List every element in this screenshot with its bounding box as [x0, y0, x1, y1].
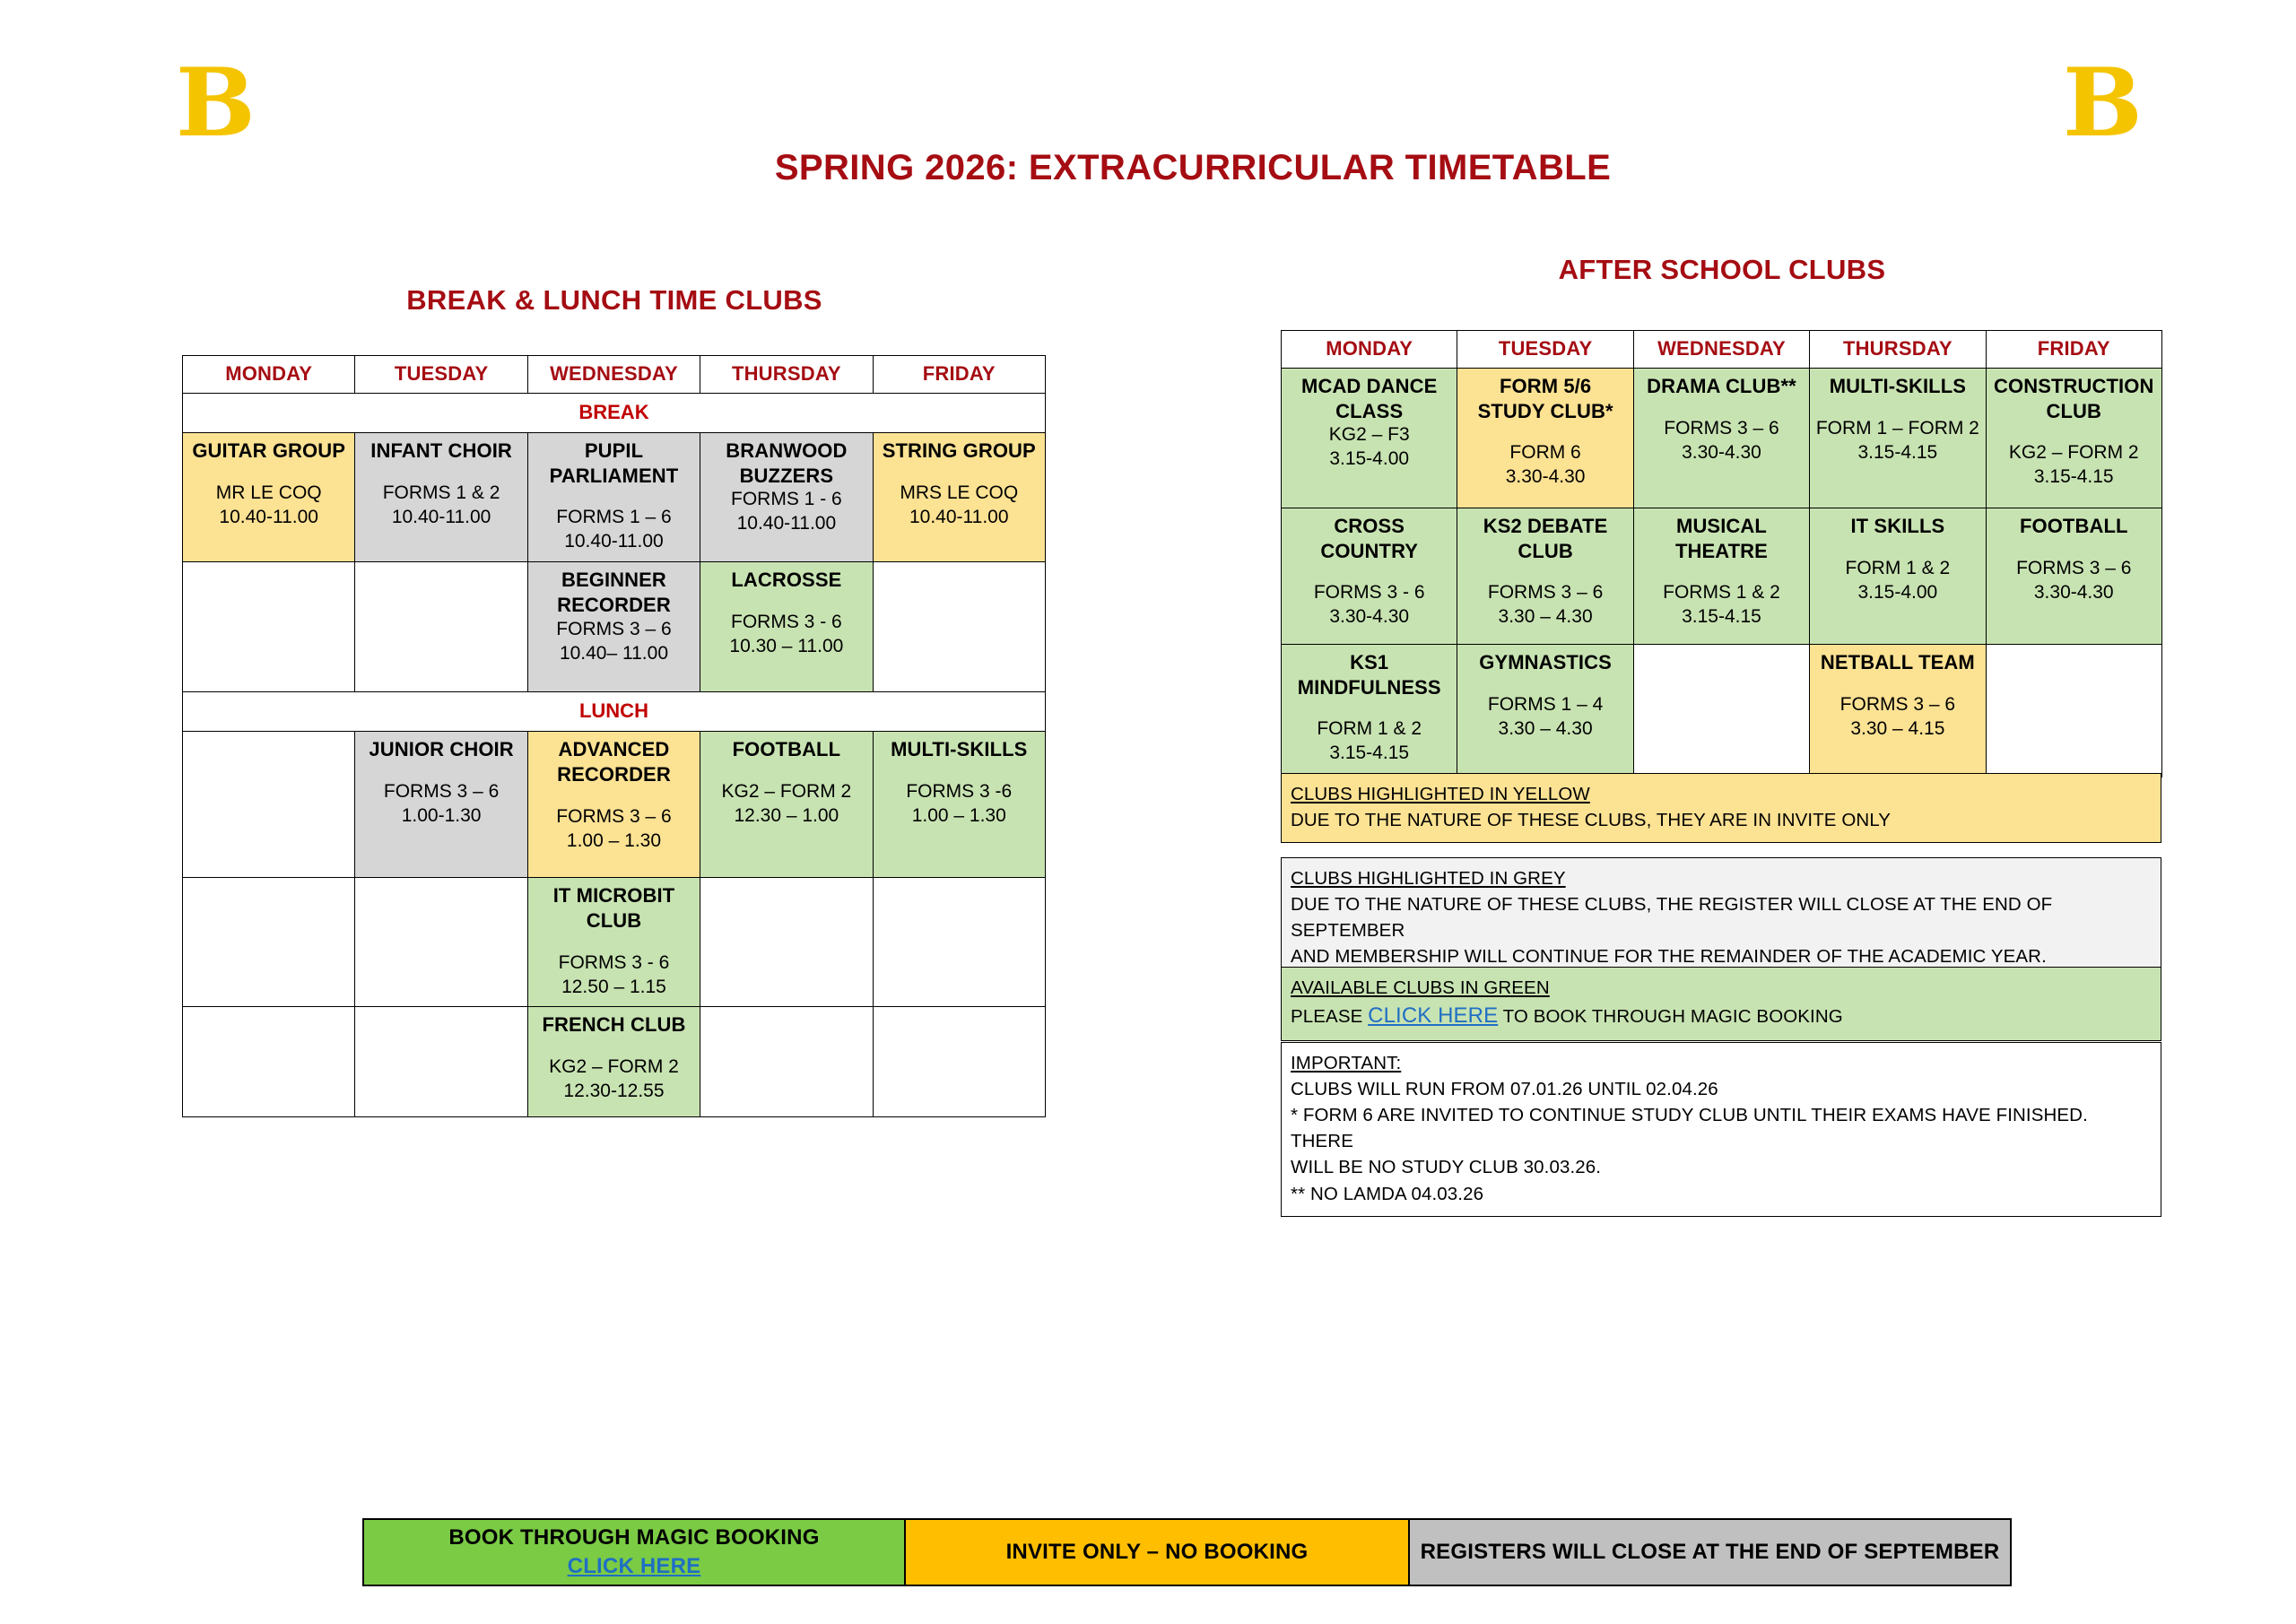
- club-title: CONSTRUCTION CLUB: [1994, 375, 2154, 422]
- club-time: 1.00 – 1.30: [566, 829, 662, 851]
- club-time: 10.40-11.00: [736, 513, 837, 534]
- club-forms: FORMS 3 – 6: [383, 780, 500, 802]
- club-cell-it-microbit-club[interactable]: [527, 878, 700, 1007]
- club-forms: FORMS 3 -6: [906, 780, 1013, 802]
- club-cell-beginner-recorder[interactable]: [527, 562, 700, 692]
- club-time: 3.30 – 4.30: [1498, 717, 1593, 739]
- club-title: GUITAR GROUP: [192, 439, 346, 462]
- club-forms: FORM 1 & 2: [1845, 557, 1951, 578]
- note-grey-body-line-1: DUE TO THE NATURE OF THESE CLUBS, THE REGISTER WILL CLOSE AT THE END OF SEPTEMBER: [1291, 894, 2053, 942]
- club-time: 3.30-4.30: [1505, 466, 1586, 488]
- club-forms: FORM 1 – FORM 2: [1815, 417, 1979, 439]
- club-forms: FORMS 1 - 6: [731, 489, 842, 510]
- lunch-band-label: LUNCH: [183, 692, 1046, 732]
- club-cell-mcad-dance-class[interactable]: [1282, 369, 1457, 508]
- note-grey-cell: [1282, 858, 2161, 979]
- club-cell-empty: [873, 1007, 1045, 1117]
- spacer: [1992, 423, 2156, 441]
- note-important-line-2: * FORM 6 ARE INVITED TO CONTINUE STUDY CLUB UNTIL THEIR EXAMS HAVE FINISHED. THERE: [1291, 1105, 2088, 1152]
- note-green-body: [1291, 1001, 2152, 1031]
- legend-row: [363, 1519, 2011, 1585]
- club-title: BEGINNER RECORDER: [557, 569, 671, 616]
- spacer: [534, 787, 694, 805]
- club-forms: FORMS 3 – 6: [1664, 417, 1779, 439]
- legend-green-label: BOOK THROUGH MAGIC BOOKING: [448, 1525, 820, 1550]
- club-title: IT MICROBIT CLUB: [552, 884, 675, 932]
- club-time: 3.15-4.00: [1329, 448, 1410, 470]
- spacer: [188, 464, 349, 482]
- club-title: ADVANCED RECORDER: [557, 738, 671, 786]
- club-title: KS2 DEBATE CLUB: [1483, 515, 1608, 562]
- club-title: MULTI-SKILLS: [891, 738, 1028, 761]
- club-title: INFANT CHOIR: [370, 439, 512, 462]
- note-green-suffix: TO BOOK THROUGH MAGIC BOOKING: [1498, 1006, 1843, 1028]
- day-header-wednesday: WEDNESDAY: [1633, 331, 1809, 369]
- spacer: [1287, 563, 1451, 581]
- click-here-link-green-note[interactable]: CLICK HERE: [1368, 1003, 1499, 1029]
- table-row: [183, 562, 1046, 692]
- note-yellow-cell: [1282, 774, 2161, 843]
- note-green-heading-line: [1291, 975, 2152, 1001]
- club-cell-football-lunch[interactable]: [700, 732, 873, 878]
- club-cell-lacrosse[interactable]: [700, 562, 873, 692]
- club-cell-empty: [183, 562, 355, 692]
- spacer: [1992, 539, 2156, 557]
- club-time: 10.30 – 11.00: [729, 635, 844, 656]
- note-important-cell: [1282, 1043, 2161, 1217]
- table-row: [183, 433, 1046, 562]
- legend-green-book-through-magic-booking[interactable]: [363, 1519, 905, 1585]
- club-forms: FORMS 1 – 4: [1487, 693, 1604, 715]
- day-header-monday: MONDAY: [183, 356, 355, 394]
- legend-key-bar: [362, 1518, 2012, 1586]
- club-cell-empty: [183, 878, 355, 1007]
- note-yellow-heading-line: [1291, 781, 2152, 807]
- legend-grey-registers-close: [1409, 1519, 2011, 1585]
- club-title: JUNIOR CHOIR: [369, 738, 514, 761]
- club-forms: MRS LE COQ: [900, 482, 1019, 503]
- club-cell-form-5-6-study-club[interactable]: [1457, 369, 1633, 508]
- club-time: 10.40-11.00: [391, 506, 491, 527]
- club-forms: KG2 – FORM 2: [721, 780, 852, 802]
- note-important-line-1: CLUBS WILL RUN FROM 07.01.26 UNTIL 02.04.26: [1291, 1079, 1718, 1100]
- school-logo-left: B: [176, 47, 254, 158]
- club-forms: FORMS 3 - 6: [731, 611, 842, 632]
- spacer: [361, 762, 521, 780]
- club-time: 3.15-4.00: [1857, 581, 1938, 603]
- legend-orange-invite-only: [905, 1519, 1409, 1585]
- club-forms: FORMS 3 – 6: [1487, 582, 1604, 604]
- club-cell-multi-skills-after-school[interactable]: [1810, 369, 1986, 508]
- spacer: [706, 762, 866, 780]
- club-title: GYMNASTICS: [1479, 651, 1612, 673]
- club-forms: FORMS 3 – 6: [2016, 557, 2132, 578]
- club-cell-string-group[interactable]: [873, 433, 1045, 562]
- club-cell-empty: [183, 1007, 355, 1117]
- club-title: MUSICAL THEATRE: [1674, 515, 1768, 562]
- note-block-yellow: [1281, 773, 2161, 843]
- club-forms: FORMS 3 - 6: [558, 951, 670, 973]
- legend-grey-label: REGISTERS WILL CLOSE AT THE END OF SEPTEMBER: [1420, 1540, 2000, 1565]
- spacer: [534, 934, 694, 951]
- club-time: 10.40– 11.00: [559, 642, 668, 664]
- spacer: [1463, 423, 1627, 441]
- page-title: [0, 148, 2296, 188]
- club-forms: FORM 1 & 2: [1317, 718, 1422, 740]
- note-block-important: [1281, 1042, 2161, 1217]
- club-cell-ks2-debate-club[interactable]: [1457, 508, 1633, 645]
- club-cell-branwood-buzzers[interactable]: [700, 433, 873, 562]
- club-time: 3.30 – 4.30: [1498, 606, 1593, 628]
- table-row: [183, 1007, 1046, 1117]
- table-header-row: [183, 356, 1046, 394]
- club-forms: FORMS 1 – 6: [556, 507, 672, 528]
- club-time: 10.40-11.00: [909, 506, 1009, 527]
- club-title: FRENCH CLUB: [542, 1013, 686, 1037]
- day-header-thursday: THURSDAY: [1810, 331, 1986, 369]
- spacer: [361, 464, 521, 482]
- note-important-line-4: ** NO LAMDA 04.03.26: [1291, 1183, 1484, 1204]
- spacer: [1639, 399, 1804, 417]
- club-time: 3.30-4.30: [1682, 441, 1761, 463]
- club-title: FORM 5/6 STUDY CLUB*: [1477, 375, 1613, 422]
- club-forms: FORMS 1 & 2: [1663, 582, 1780, 604]
- spacer: [534, 1038, 694, 1055]
- note-important-heading-line: [1291, 1050, 2152, 1076]
- club-time: 3.30-4.30: [2033, 581, 2114, 603]
- club-title: MCAD DANCE CLASS: [1301, 375, 1438, 422]
- note-grey-heading: CLUBS HIGHLIGHTED IN GREY: [1291, 868, 1566, 889]
- club-cell-empty: [1986, 645, 2161, 777]
- club-time: 3.30 – 4.15: [1850, 717, 1945, 739]
- break-band-label: BREAK: [183, 394, 1046, 433]
- spacer: [1815, 399, 1979, 417]
- spacer: [1815, 539, 1979, 557]
- spacer: [1287, 699, 1451, 717]
- club-forms: FORMS 3 – 6: [556, 805, 672, 827]
- club-forms: FORMS 3 - 6: [1313, 582, 1425, 604]
- club-title: IT SKILLS: [1850, 515, 1945, 537]
- club-title: MULTI-SKILLS: [1829, 375, 1967, 397]
- club-time: 3.30-4.30: [1329, 606, 1410, 628]
- note-yellow-body: DUE TO THE NATURE OF THESE CLUBS, THEY ARE IN INVITE ONLY: [1291, 810, 1892, 831]
- club-title: NETBALL TEAM: [1820, 651, 1975, 673]
- club-cell-empty: [355, 562, 527, 692]
- club-title: CROSS COUNTRY: [1320, 515, 1419, 562]
- spacer: [534, 488, 694, 506]
- club-title: PUPIL PARLIAMENT: [549, 439, 679, 487]
- club-time: 1.00 – 1.30: [911, 804, 1006, 826]
- club-forms: KG2 – FORM 2: [2008, 442, 2139, 464]
- break-lunch-section-heading: BREAK & LUNCH TIME CLUBS: [406, 284, 822, 316]
- club-time: 12.30 – 1.00: [734, 804, 839, 826]
- after-school-section-heading: AFTER SCHOOL CLUBS: [1558, 254, 1886, 285]
- spacer: [706, 593, 866, 611]
- club-cell-infant-choir[interactable]: [355, 433, 527, 562]
- day-header-friday: FRIDAY: [1986, 331, 2161, 369]
- club-cell-empty: [183, 732, 355, 878]
- note-block-green: [1281, 967, 2161, 1041]
- club-cell-construction-club[interactable]: [1986, 369, 2161, 508]
- club-time: 1.00-1.30: [401, 804, 482, 826]
- day-header-wednesday: WEDNESDAY: [527, 356, 700, 394]
- note-grey-body-line-2: AND MEMBERSHIP WILL CONTINUE FOR THE REMAINDER OF THE ACADEMIC YEAR.: [1291, 946, 2047, 968]
- club-forms: FORM 6: [1509, 442, 1581, 464]
- club-time: 12.30-12.55: [563, 1080, 665, 1101]
- club-title: FOOTBALL: [732, 738, 841, 761]
- day-header-tuesday: TUESDAY: [1457, 331, 1633, 369]
- club-cell-musical-theatre[interactable]: [1633, 508, 1809, 645]
- spacer: [1639, 563, 1804, 581]
- club-cell-advanced-recorder[interactable]: [527, 732, 700, 878]
- note-green-heading: AVAILABLE CLUBS IN GREEN: [1291, 977, 1550, 998]
- club-cell-gymnastics[interactable]: [1457, 645, 1633, 777]
- day-header-thursday: THURSDAY: [700, 356, 873, 394]
- note-green-cell: [1282, 968, 2161, 1041]
- note-yellow-heading: CLUBS HIGHLIGHTED IN YELLOW: [1291, 784, 1590, 804]
- legend-orange-label: INVITE ONLY – NO BOOKING: [1005, 1540, 1309, 1565]
- spacer: [1815, 675, 1979, 693]
- club-cell-football-after-school[interactable]: [1986, 508, 2161, 645]
- break-band-row: [183, 394, 1046, 433]
- note-important-heading: IMPORTANT:: [1291, 1053, 1402, 1073]
- spacer: [879, 464, 1039, 482]
- table-row: [183, 732, 1046, 878]
- club-time: 10.40-11.00: [564, 531, 664, 552]
- club-cell-pupil-parliament[interactable]: [527, 433, 700, 562]
- break-lunch-timetable: [182, 355, 1046, 1117]
- club-cell-drama-club[interactable]: [1633, 369, 1809, 508]
- club-forms: KG2 – F3: [1328, 424, 1410, 446]
- club-cell-netball-team[interactable]: [1810, 645, 1986, 777]
- school-logo-right: B: [2063, 47, 2141, 158]
- spacer: [879, 762, 1039, 780]
- table-row: [1282, 369, 2162, 508]
- club-cell-guitar-group[interactable]: [183, 433, 355, 562]
- table-header-row: [1282, 331, 2162, 369]
- club-forms: MR LE COQ: [215, 482, 322, 503]
- club-title: DRAMA CLUB**: [1647, 375, 1796, 397]
- day-header-monday: MONDAY: [1282, 331, 1457, 369]
- page-title-text: SPRING 2026: EXTRACURRICULAR TIMETABLE: [774, 148, 1612, 187]
- club-title: BRANWOOD BUZZERS: [726, 439, 848, 487]
- club-forms: FORMS 3 – 6: [1839, 693, 1956, 715]
- club-title: STRING GROUP: [882, 439, 1036, 462]
- click-here-link-key-bar[interactable]: CLICK HERE: [567, 1554, 701, 1578]
- club-cell-french-club[interactable]: [527, 1007, 700, 1117]
- club-cell-multi-skills-lunch[interactable]: [873, 732, 1045, 878]
- club-cell-empty: [700, 1007, 873, 1117]
- club-cell-junior-choir[interactable]: [355, 732, 527, 878]
- club-cell-cross-country[interactable]: [1282, 508, 1457, 645]
- day-header-tuesday: TUESDAY: [355, 356, 527, 394]
- spacer: [1463, 563, 1627, 581]
- club-time: 10.40-11.00: [219, 506, 318, 527]
- club-cell-empty: [355, 1007, 527, 1117]
- club-cell-empty: [873, 878, 1045, 1007]
- club-time: 3.15-4.15: [2033, 466, 2114, 488]
- club-cell-empty: [700, 878, 873, 1007]
- club-time: 12.50 – 1.15: [561, 976, 666, 997]
- note-green-prefix: PLEASE: [1291, 1006, 1369, 1028]
- club-title: LACROSSE: [731, 569, 842, 592]
- table-row: [1282, 508, 2162, 645]
- club-title: KS1 MINDFULNESS: [1297, 651, 1441, 699]
- club-title: FOOTBALL: [2019, 515, 2128, 537]
- club-forms: FORMS 3 – 6: [556, 618, 672, 639]
- day-header-friday: FRIDAY: [873, 356, 1045, 394]
- note-block-grey: [1281, 857, 2161, 979]
- table-row: [183, 878, 1046, 1007]
- club-forms: KG2 – FORM 2: [549, 1056, 679, 1078]
- club-time: 3.15-4.15: [1329, 743, 1410, 764]
- club-cell-it-skills[interactable]: [1810, 508, 1986, 645]
- club-time: 3.15-4.15: [1682, 606, 1761, 628]
- lunch-band-row: [183, 692, 1046, 732]
- club-cell-empty: [873, 562, 1045, 692]
- club-cell-empty: [355, 878, 527, 1007]
- club-forms: FORMS 1 & 2: [382, 482, 500, 503]
- club-cell-ks1-mindfulness[interactable]: [1282, 645, 1457, 777]
- note-grey-heading-line: [1291, 865, 2152, 891]
- table-row: [1282, 645, 2162, 777]
- after-school-timetable: [1281, 330, 2162, 777]
- note-important-line-3: WILL BE NO STUDY CLUB 30.03.26.: [1291, 1157, 1602, 1178]
- spacer: [1463, 675, 1627, 693]
- club-time: 3.15-4.15: [1857, 441, 1938, 463]
- club-cell-empty: [1633, 645, 1809, 777]
